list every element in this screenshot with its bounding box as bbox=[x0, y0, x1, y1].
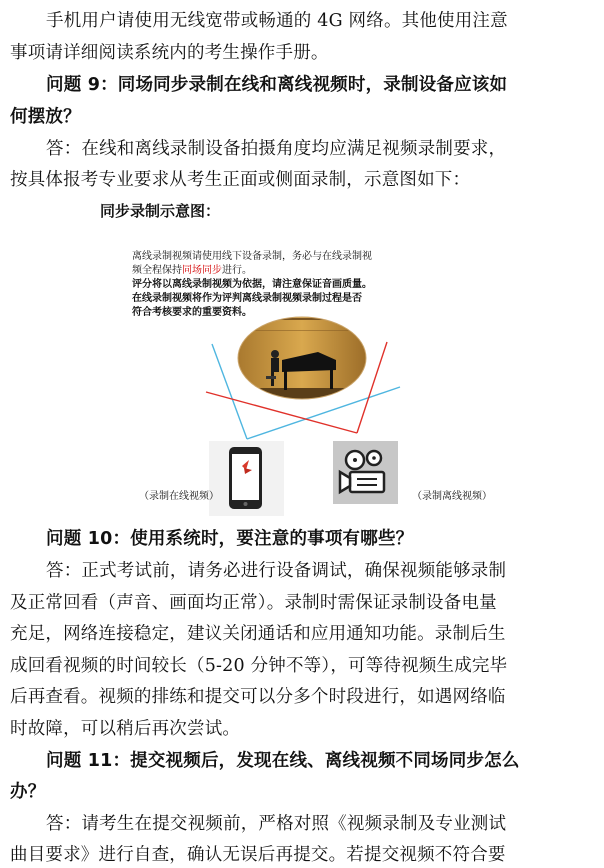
question-heading: 何摆放？ bbox=[10, 107, 81, 127]
answer-text: 按具体报考专业要求从考生正面或侧面录制，示意图如下： bbox=[10, 170, 471, 190]
body-text: 手机用户请使用无线宽带或畅通的 4G 网络。其他使用注意 bbox=[46, 11, 508, 31]
figure-title: 同步录制示意图： bbox=[100, 202, 221, 220]
answer-text: 充足，网络连接稳定，建议关闭通话和应用通知功能。录制后生 bbox=[10, 624, 506, 644]
answer-text: 曲目要求》进行自查，确认无误后再提交。若提交视频不符合要 bbox=[10, 845, 506, 865]
film-projector-icon bbox=[333, 441, 398, 504]
answer-text: 时故障，可以稍后再次尝试。 bbox=[10, 719, 241, 739]
piano-performer-image bbox=[236, 315, 368, 402]
question-heading: 问题 10：使用系统时，要注意的事项有哪些？ bbox=[46, 529, 414, 549]
caption-online: （录制在线视频） bbox=[139, 491, 219, 502]
caption-offline: （录制离线视频） bbox=[412, 491, 492, 502]
answer-text: 成回看视频的时间较长（5-20 分钟不等），可等待视频生成完毕 bbox=[10, 656, 508, 676]
body-text: 事项请详细阅读系统内的考生操作手册。 bbox=[10, 43, 329, 63]
answer-text: 后再查看。视频的排练和提交可以分多个时段进行，如遇网络临 bbox=[10, 687, 506, 707]
answer-text: 答：正式考试前，请务必进行设备调试，确保视频能够录制 bbox=[46, 561, 507, 581]
answer-text: 答：在线和离线录制设备拍摄角度均应满足视频录制要求， bbox=[46, 139, 507, 159]
figure-note: 频全程保持同场同步进行。 bbox=[132, 265, 252, 276]
question-heading: 办？ bbox=[10, 782, 46, 802]
figure-note: 在线录制视频将作为评判离线录制视频录制过程是否 bbox=[132, 293, 362, 304]
question-heading: 问题 9：同场同步录制在线和离线视频时，录制设备应该如 bbox=[46, 75, 508, 95]
answer-text: 及正常回看（声音、画面均正常）。录制时需保证录制设备电量 bbox=[10, 593, 497, 613]
question-heading: 问题 11：提交视频后，发现在线、离线视频不同场同步怎么 bbox=[46, 751, 520, 771]
figure-note: 符合考核要求的重要资料。 bbox=[132, 307, 252, 318]
figure-note: 离线录制视频请使用线下设备录制，务必与在线录制视 bbox=[132, 251, 372, 262]
phone-icon bbox=[209, 441, 284, 516]
answer-text: 答：请考生在提交视频前，严格对照《视频录制及专业测试 bbox=[46, 814, 507, 834]
figure-note: 评分将以离线录制视频为依据，请注意保证音画质量。 bbox=[132, 279, 372, 290]
